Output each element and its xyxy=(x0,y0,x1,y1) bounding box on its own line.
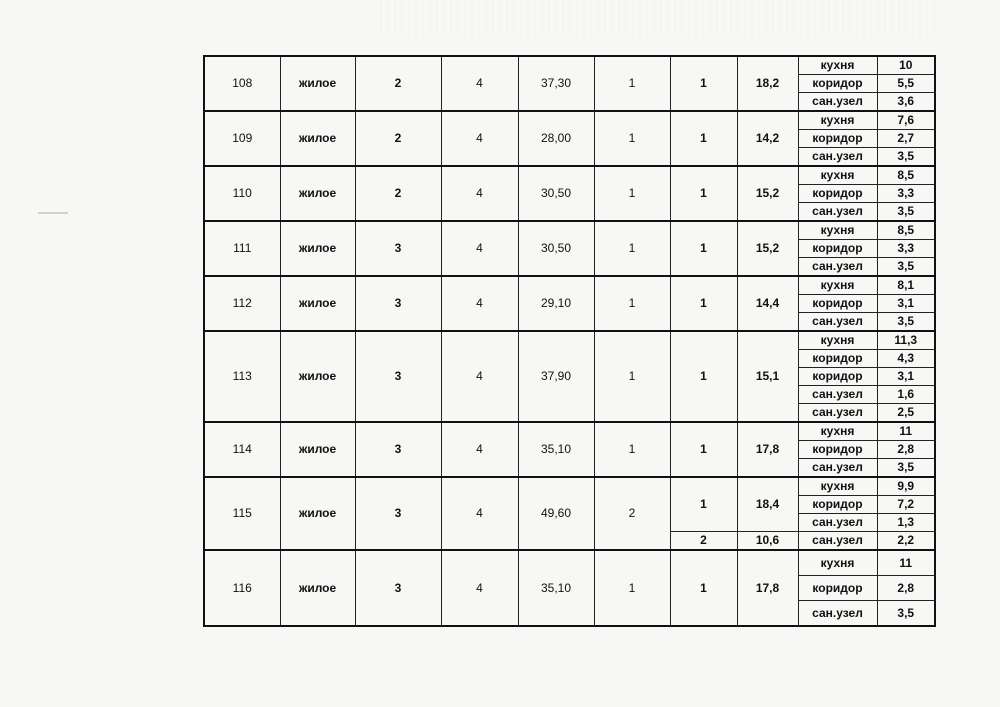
apartment-number-cell: 111 xyxy=(204,221,280,276)
subroom-name-cell: сан.узел xyxy=(798,148,877,167)
premise-type-cell: жилое xyxy=(280,331,355,422)
subroom-name-cell: кухня xyxy=(798,276,877,295)
room-count-cell: 1 xyxy=(594,111,670,166)
total-area-cell: 35,10 xyxy=(518,422,594,477)
premise-type-cell: жилое xyxy=(280,276,355,331)
subroom-name-cell: кухня xyxy=(798,111,877,130)
room-count-cell: 2 xyxy=(594,477,670,550)
subroom-name-cell: кухня xyxy=(798,221,877,240)
total-area-cell: 28,00 xyxy=(518,111,594,166)
subroom-name-cell: кухня xyxy=(798,166,877,185)
subroom-name-cell: сан.узел xyxy=(798,203,877,222)
total-area-cell: 29,10 xyxy=(518,276,594,331)
floor-cell: 3 xyxy=(355,221,441,276)
subroom-name-cell: кухня xyxy=(798,550,877,576)
column-4-cell: 4 xyxy=(441,550,518,626)
living-room-number-cell: 1 xyxy=(670,111,737,166)
premise-type-cell: жилое xyxy=(280,422,355,477)
apartment-number-cell: 110 xyxy=(204,166,280,221)
table-row xyxy=(204,221,935,240)
subroom-area-cell: 9,9 xyxy=(877,477,935,496)
floor-cell: 2 xyxy=(355,111,441,166)
subroom-name-cell: сан.узел xyxy=(798,459,877,478)
subroom-area-cell: 3,5 xyxy=(877,459,935,478)
living-room-number-cell: 1 xyxy=(670,276,737,331)
column-4-cell: 4 xyxy=(441,221,518,276)
subroom-name-cell: коридор xyxy=(798,185,877,203)
living-room-area-cell: 18,4 xyxy=(737,477,798,532)
subroom-name-cell: кухня xyxy=(798,477,877,496)
column-4-cell: 4 xyxy=(441,477,518,550)
subroom-area-cell: 10 xyxy=(877,56,935,75)
subroom-area-cell: 1,6 xyxy=(877,386,935,404)
subroom-name-cell: коридор xyxy=(798,75,877,93)
subroom-area-cell: 3,5 xyxy=(877,203,935,222)
subroom-name-cell: сан.узел xyxy=(798,532,877,551)
subroom-name-cell: кухня xyxy=(798,56,877,75)
subroom-name-cell: сан.узел xyxy=(798,404,877,423)
living-room-number-cell: 1 xyxy=(670,166,737,221)
floor-cell: 3 xyxy=(355,477,441,550)
subroom-name-cell: коридор xyxy=(798,368,877,386)
living-room-area-cell: 10,6 xyxy=(737,532,798,551)
table-row xyxy=(204,56,935,75)
room-count-cell: 1 xyxy=(594,56,670,111)
subroom-area-cell: 3,3 xyxy=(877,240,935,258)
subroom-name-cell: сан.узел xyxy=(798,386,877,404)
room-count-cell: 1 xyxy=(594,166,670,221)
living-room-area-cell: 17,8 xyxy=(737,422,798,477)
subroom-name-cell: кухня xyxy=(798,331,877,350)
column-4-cell: 4 xyxy=(441,56,518,111)
subroom-area-cell: 3,3 xyxy=(877,185,935,203)
subroom-area-cell: 11,3 xyxy=(877,331,935,350)
table-row xyxy=(204,276,935,295)
subroom-area-cell: 3,1 xyxy=(877,368,935,386)
living-room-area-cell: 18,2 xyxy=(737,56,798,111)
total-area-cell: 30,50 xyxy=(518,166,594,221)
subroom-area-cell: 1,3 xyxy=(877,514,935,532)
living-room-number-cell: 1 xyxy=(670,422,737,477)
subroom-name-cell: кухня xyxy=(798,422,877,441)
subroom-area-cell: 2,7 xyxy=(877,130,935,148)
table-row xyxy=(204,477,935,496)
subroom-area-cell: 2,8 xyxy=(877,576,935,601)
subroom-name-cell: коридор xyxy=(798,130,877,148)
room-count-cell: 1 xyxy=(594,422,670,477)
living-room-number-cell: 1 xyxy=(670,221,737,276)
apartment-number-cell: 108 xyxy=(204,56,280,111)
rooms-table-body xyxy=(204,56,935,626)
subroom-area-cell: 3,5 xyxy=(877,313,935,332)
floor-cell: 3 xyxy=(355,276,441,331)
subroom-name-cell: сан.узел xyxy=(798,601,877,627)
apartment-number-cell: 115 xyxy=(204,477,280,550)
subroom-name-cell: коридор xyxy=(798,240,877,258)
subroom-name-cell: коридор xyxy=(798,295,877,313)
premise-type-cell: жилое xyxy=(280,477,355,550)
total-area-cell: 35,10 xyxy=(518,550,594,626)
subroom-area-cell: 8,5 xyxy=(877,166,935,185)
subroom-name-cell: сан.узел xyxy=(798,514,877,532)
apartment-number-cell: 112 xyxy=(204,276,280,331)
living-room-number-cell: 1 xyxy=(670,331,737,422)
living-room-area-cell: 14,2 xyxy=(737,111,798,166)
subroom-area-cell: 3,5 xyxy=(877,148,935,167)
living-room-area-cell: 15,1 xyxy=(737,331,798,422)
living-room-number-cell: 1 xyxy=(670,56,737,111)
room-count-cell: 1 xyxy=(594,276,670,331)
subroom-area-cell: 3,1 xyxy=(877,295,935,313)
premise-type-cell: жилое xyxy=(280,221,355,276)
subroom-area-cell: 3,5 xyxy=(877,258,935,277)
scan-artifact xyxy=(380,0,940,36)
subroom-area-cell: 8,5 xyxy=(877,221,935,240)
subroom-name-cell: сан.узел xyxy=(798,258,877,277)
living-room-number-cell: 2 xyxy=(670,532,737,551)
apartment-number-cell: 113 xyxy=(204,331,280,422)
room-count-cell: 1 xyxy=(594,221,670,276)
subroom-area-cell: 3,5 xyxy=(877,601,935,627)
room-count-cell: 1 xyxy=(594,331,670,422)
premise-type-cell: жилое xyxy=(280,166,355,221)
column-4-cell: 4 xyxy=(441,422,518,477)
subroom-area-cell: 2,5 xyxy=(877,404,935,423)
table-row xyxy=(204,550,935,576)
subroom-area-cell: 7,6 xyxy=(877,111,935,130)
total-area-cell: 49,60 xyxy=(518,477,594,550)
column-4-cell: 4 xyxy=(441,276,518,331)
living-room-area-cell: 15,2 xyxy=(737,221,798,276)
subroom-name-cell: сан.узел xyxy=(798,93,877,112)
rooms-table xyxy=(203,55,936,627)
apartment-number-cell: 116 xyxy=(204,550,280,626)
subroom-name-cell: коридор xyxy=(798,496,877,514)
subroom-area-cell: 8,1 xyxy=(877,276,935,295)
subroom-area-cell: 7,2 xyxy=(877,496,935,514)
living-room-area-cell: 15,2 xyxy=(737,166,798,221)
total-area-cell: 30,50 xyxy=(518,221,594,276)
total-area-cell: 37,90 xyxy=(518,331,594,422)
living-room-area-cell: 17,8 xyxy=(737,550,798,626)
scan-smudge xyxy=(38,212,68,214)
floor-cell: 2 xyxy=(355,166,441,221)
subroom-name-cell: сан.узел xyxy=(798,313,877,332)
subroom-area-cell: 11 xyxy=(877,422,935,441)
column-4-cell: 4 xyxy=(441,111,518,166)
room-count-cell: 1 xyxy=(594,550,670,626)
table-row xyxy=(204,111,935,130)
subroom-area-cell: 5,5 xyxy=(877,75,935,93)
table-row xyxy=(204,422,935,441)
subroom-area-cell: 2,8 xyxy=(877,441,935,459)
premise-type-cell: жилое xyxy=(280,111,355,166)
column-4-cell: 4 xyxy=(441,166,518,221)
floor-cell: 3 xyxy=(355,331,441,422)
table-row xyxy=(204,331,935,350)
living-room-area-cell: 14,4 xyxy=(737,276,798,331)
premise-type-cell: жилое xyxy=(280,56,355,111)
living-room-number-cell: 1 xyxy=(670,550,737,626)
subroom-area-cell: 4,3 xyxy=(877,350,935,368)
living-room-number-cell: 1 xyxy=(670,477,737,532)
premise-type-cell: жилое xyxy=(280,550,355,626)
subroom-name-cell: коридор xyxy=(798,576,877,601)
table-row xyxy=(204,166,935,185)
subroom-area-cell: 3,6 xyxy=(877,93,935,112)
subroom-area-cell: 11 xyxy=(877,550,935,576)
total-area-cell: 37,30 xyxy=(518,56,594,111)
subroom-name-cell: коридор xyxy=(798,441,877,459)
apartment-number-cell: 109 xyxy=(204,111,280,166)
floor-cell: 2 xyxy=(355,56,441,111)
subroom-name-cell: коридор xyxy=(798,350,877,368)
apartment-number-cell: 114 xyxy=(204,422,280,477)
floor-cell: 3 xyxy=(355,422,441,477)
subroom-area-cell: 2,2 xyxy=(877,532,935,551)
floor-cell: 3 xyxy=(355,550,441,626)
column-4-cell: 4 xyxy=(441,331,518,422)
